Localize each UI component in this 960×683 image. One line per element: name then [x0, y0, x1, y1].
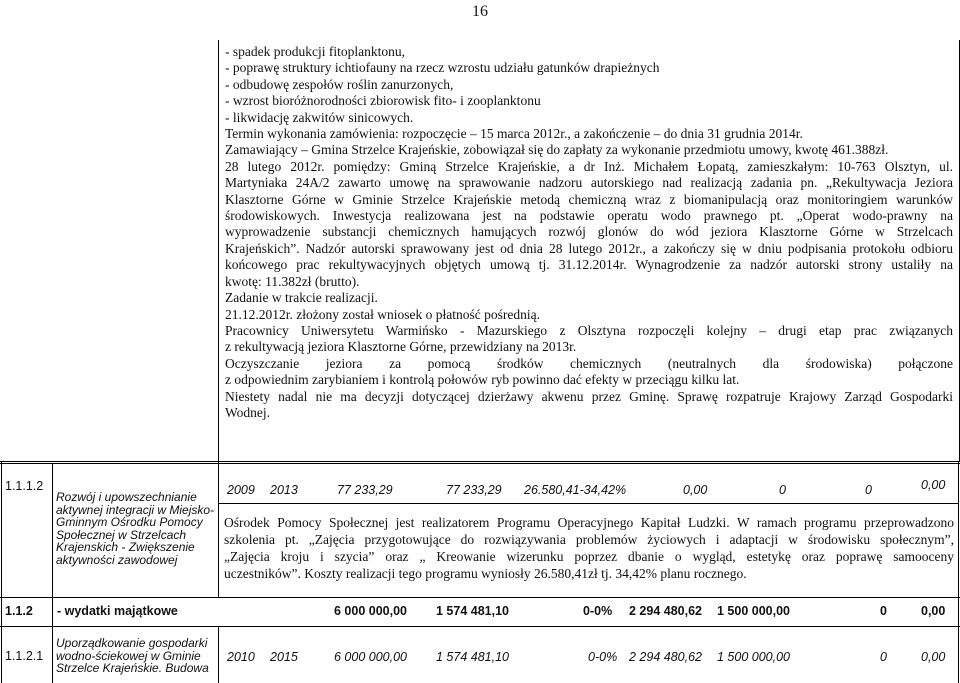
- row2-label: - wydatki majątkowe: [57, 604, 178, 618]
- paragraph-line: z rekultywacją jeziora Klasztorne Górne, przewidziany na 2013r.: [225, 339, 577, 355]
- paragraph-line: z odpowiednim zarybianiem i kontrolą połowów ryb powinno dać efekty w przeciągu kilku lat.: [225, 372, 740, 388]
- paragraph-line: Zadanie w trakcie realizacji.: [225, 290, 378, 306]
- description-line: Ośrodek Pomocy Społecznej jest realizatorem Programu Operacyjnego Kapitał Ludzki. W ramach programu przeprowadzono: [224, 515, 954, 530]
- paragraph-line: Niestety nadal nie ma decyzji dotyczącej dzierżawy akwenu przez Gminę. Sprawę rozpatruje Krajowy Zarząd Gospodarki: [225, 388, 953, 404]
- row3-value-5: 1 500 000,00: [717, 650, 790, 664]
- row2-code: 1.1.2: [5, 604, 33, 618]
- bullet-item: - poprawę struktury ichtiofauny na rzecz wzrostu udziału gatunków drapieżnych: [225, 60, 660, 76]
- paragraph-line: Termin wykonania zamówienia: rozpoczęcie – 15 marca 2012r., a zakończenie – do dnia 31 grudnia 2014r.: [225, 126, 803, 142]
- column-divider: [218, 626, 219, 683]
- row1-start-year: 2009: [227, 483, 255, 497]
- row1-value-6: 0: [865, 483, 872, 497]
- row1-label: Rozwój i upowszechnianie aktywnej integracji w Miejsko-Gminnym Ośrodku Pomocy Społecznej w Strzelcach Krajenskich - Zwiększenie aktywności zawodowej: [56, 490, 215, 567]
- row3-code: 1.1.2.1: [5, 649, 44, 663]
- paragraph-line: kwotę: 11.382zł (brutto).: [225, 273, 360, 289]
- row1-value-4: 0,00: [683, 483, 708, 497]
- table-right-border: [958, 461, 959, 683]
- table-top-rule: [0, 461, 960, 462]
- row1-value-1: 77 233,29: [337, 483, 393, 497]
- paragraph-line: Zamawiający – Gmina Strzelce Krajeńskie, zobowiązał się do zapłaty za wykonanie przedmiotu umowy, kwotę 461.388zł.: [225, 142, 889, 158]
- paragraph-line: Wodnej.: [225, 404, 271, 420]
- row2-value-3: 0-0%: [583, 604, 613, 618]
- row3-value-7: 0,00: [921, 650, 946, 664]
- row1-value-3: 26.580,41-34,42%: [524, 483, 627, 497]
- table-top-rule-double: [0, 463, 960, 464]
- row3-end-year: 2015: [270, 650, 298, 664]
- paragraph-line: 21.12.2012r. złożony został wniosek o płatność pośrednią.: [225, 306, 540, 322]
- paragraph-line: Martyniaka 24A/2 zawarto umowę na sprawowanie nadzoru autorskiego nad realizacją zadania pn. „Rekultywacja Jeziora: [225, 175, 953, 191]
- row1-value-5: 0: [779, 483, 786, 497]
- row1-end-year: 2013: [270, 483, 298, 497]
- table-left-border: [1, 461, 2, 683]
- row3-value-1: 6 000 000,00: [334, 650, 407, 664]
- paragraph-line: 28 lutego 2012r. pomiędzy: Gminą Strzelce Krajeńskie, a dr Inż. Michałem Łopatą, zamieszkałym: 10-763 Olsztyn, ul.: [225, 158, 953, 174]
- bullet-item: - odbudowę zespołów roślin zanurzonych,: [225, 76, 454, 92]
- row3-value-6: 0: [880, 650, 887, 664]
- description-line: szkolenia pt. „Zajęcia przygotowujące do rozwiązywania problemów życiowych i adaptacji w środowisku społecznym”,: [224, 532, 954, 547]
- row3-value-3: 0-0%: [588, 650, 618, 664]
- row3-label: Uporządkowanie gospodarki wodno-ściekowej w Gminie Strzelce Krajeńskie. Budowa: [56, 636, 209, 676]
- description-line: „Zajęcia kroju i szycia” oraz „ Kreowanie wizerunku poprzez dbanie o wygląd, estetykę oraz poprawę samooceny: [224, 549, 954, 564]
- column-divider: [52, 463, 53, 683]
- row1-code: 1.1.1.2: [5, 479, 44, 493]
- column-divider: [218, 461, 219, 597]
- row1-value-2: 77 233,29: [446, 483, 502, 497]
- paragraph-line: Pracownicy Uniwersytetu Warmińsko - Mazurskiego z Olsztyna rozpoczęli kolejny – drugi etap prac związanych: [225, 322, 953, 338]
- row2-value-2: 1 574 481,10: [436, 604, 509, 618]
- row2-value-7: 0,00: [921, 604, 946, 618]
- row3-value-2: 1 574 481,10: [436, 650, 509, 664]
- paragraph-line: końcowego prac rekultywacyjnych objętych umową tj. 31.12.2014r. Wynagrodzenie za nadzór autorski strony ustaliły na: [225, 257, 953, 273]
- bullet-item: - likwidację zakwitów sinicowych.: [225, 109, 414, 125]
- row3-start-year: 2010: [227, 650, 255, 664]
- page-number: 16: [472, 3, 488, 20]
- paragraph-line: Oczyszczanie jeziora za pomocą środków chemicznych (neutralnych dla środowiska) połączone: [225, 355, 953, 371]
- paragraph-line: środowiskowych. Inwestycja realizowana jest na podstawie operatu wodo prawnego pt. „Operat wodo-prawny na: [225, 208, 953, 224]
- row3-value-4: 2 294 480,62: [629, 650, 702, 664]
- paragraph-line: wyprowadzenie substancji chemicznych hamujących rozwój glonów do wód jeziora Klasztorne Górne w Strzelcach: [225, 224, 953, 240]
- row2-value-5: 1 500 000,00: [717, 604, 790, 618]
- paragraph-line: Krajeńskich”. Nadzór autorski sprawowany jest od dnia 28 lutego 2012r., a zakończy się w dniu podpisania protokołu odbioru: [225, 240, 953, 256]
- bullet-item: - spadek produkcji fitoplanktonu,: [225, 44, 405, 59]
- row-separator: [0, 626, 960, 627]
- row-separator: [0, 597, 960, 598]
- row1-value-7: 0,00: [921, 478, 946, 492]
- row2-value-6: 0: [880, 604, 887, 618]
- paragraph-line: Klasztorne Górne w Gminie Strzelce Krajeńskie metodą chemiczną wraz z biomanipulacją oraz monitoringiem warunków: [225, 191, 953, 207]
- body-text: [225, 44, 953, 421]
- bullet-item: - wzrost bioróżnorodności zbiorowisk fito- i zooplanktonu: [225, 93, 541, 109]
- row-inner-separator: [218, 503, 958, 504]
- row2-value-1: 6 000 000,00: [334, 604, 407, 618]
- paragraph-block: [225, 126, 953, 421]
- bullet-list: [225, 44, 953, 126]
- row2-value-4: 2 294 480,62: [629, 604, 702, 618]
- row1-description: [224, 514, 954, 582]
- description-line: uczestników”. Koszty realizacji tego programu wyniosły 26.580,41zł tj. 34,42% planu rocznego.: [224, 566, 747, 581]
